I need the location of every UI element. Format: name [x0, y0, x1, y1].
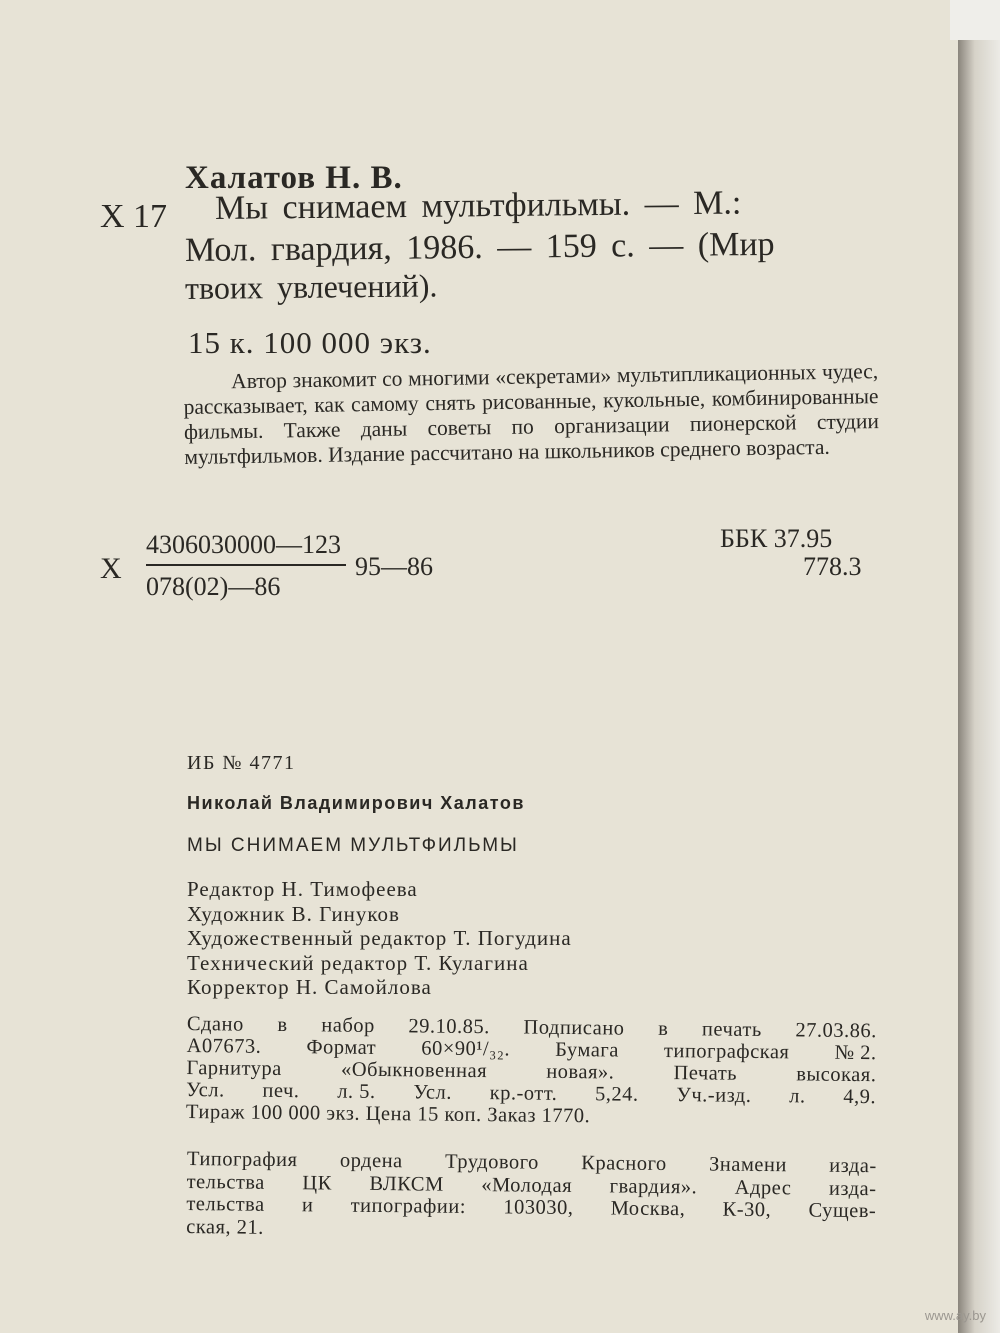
credit-line: Корректор Н. Самойлова	[187, 975, 432, 999]
printer-line: тельства ЦК ВЛКСМ «Молодая гвардия». Адрес изда-	[186, 1170, 877, 1200]
ib-number: ИБ № 4771	[187, 752, 296, 774]
catalog-author: Халатов Н. В.	[185, 160, 403, 196]
fraction-line	[146, 564, 346, 566]
credit-line: Художник В. Гинуков	[187, 901, 400, 926]
tech-line: А07673. Формат 60×90¹/₃₂. Бумага типографская № 2.	[186, 1034, 877, 1065]
classification-numerator: 4306030000—123	[146, 530, 341, 559]
credit-line: Редактор Н. Тимофеева	[187, 877, 418, 901]
catalog-publisher-line: Мол. гвардия, 1986. — 159 с. — (Мир	[184, 225, 775, 269]
annotation	[183, 359, 879, 470]
author-full-name: Николай Владимирович Халатов	[187, 793, 525, 813]
tech-line: Тираж 100 000 экз. Цена 15 коп. Заказ 1770.	[185, 1100, 591, 1128]
book-title: МЫ СНИМАЕМ МУЛЬТФИЛЬМЫ	[187, 835, 519, 856]
background-corner	[950, 0, 1000, 40]
printer-details	[186, 1148, 877, 1245]
bbk-code-second: 778.3	[803, 552, 862, 581]
catalog-price-print-run: 15 к. 100 000 экз.	[188, 325, 432, 360]
credit-line: Технический редактор Т. Кулагина	[187, 950, 529, 975]
tech-line: Сдано в набор 29.10.85. Подписано в печать 27.03.86.	[186, 1013, 877, 1043]
printer-line: ская, 21.	[186, 1215, 264, 1239]
page-edge	[958, 0, 1000, 1333]
printer-line: тельства и типографии: 103030, Москва, К-30, Сущев-	[186, 1192, 877, 1223]
bbk-code: ББК 37.95	[720, 524, 833, 553]
printer-line: Типография ордена Трудового Красного Знамени изда-	[186, 1148, 877, 1178]
classification-suffix: 95—86	[355, 552, 433, 581]
credit-line: Художественный редактор Т. Погудина	[187, 926, 572, 950]
tech-line: Гарнитура «Обыкновенная новая». Печать высокая.	[186, 1056, 877, 1087]
watermark: www.ay.by	[924, 1308, 986, 1323]
annotation-text: Автор знакомит со многими «секретами» мультипликационных чудес, рассказывает, как самому снять рисованные, кукольные, комбинированные фильмы. Также даны советы по организации пионерской студии мультфильмов. Издание рассчитано на школьников среднего возраста.	[183, 359, 880, 469]
classification-denominator: 078(02)—86	[146, 572, 281, 601]
technical-details	[186, 1013, 877, 1130]
catalog-code: Х 17	[100, 198, 168, 235]
credits-list	[187, 877, 572, 1000]
classification-x: Х	[100, 552, 122, 585]
catalog-title-line: Мы снимаем мультфильмы. — М.:	[214, 184, 742, 227]
tech-line: Усл. печ. л. 5. Усл. кр.-отт. 5,24. Уч.-изд. л. 4,9.	[186, 1078, 877, 1109]
catalog-series-line: твоих увлечений).	[184, 267, 438, 306]
